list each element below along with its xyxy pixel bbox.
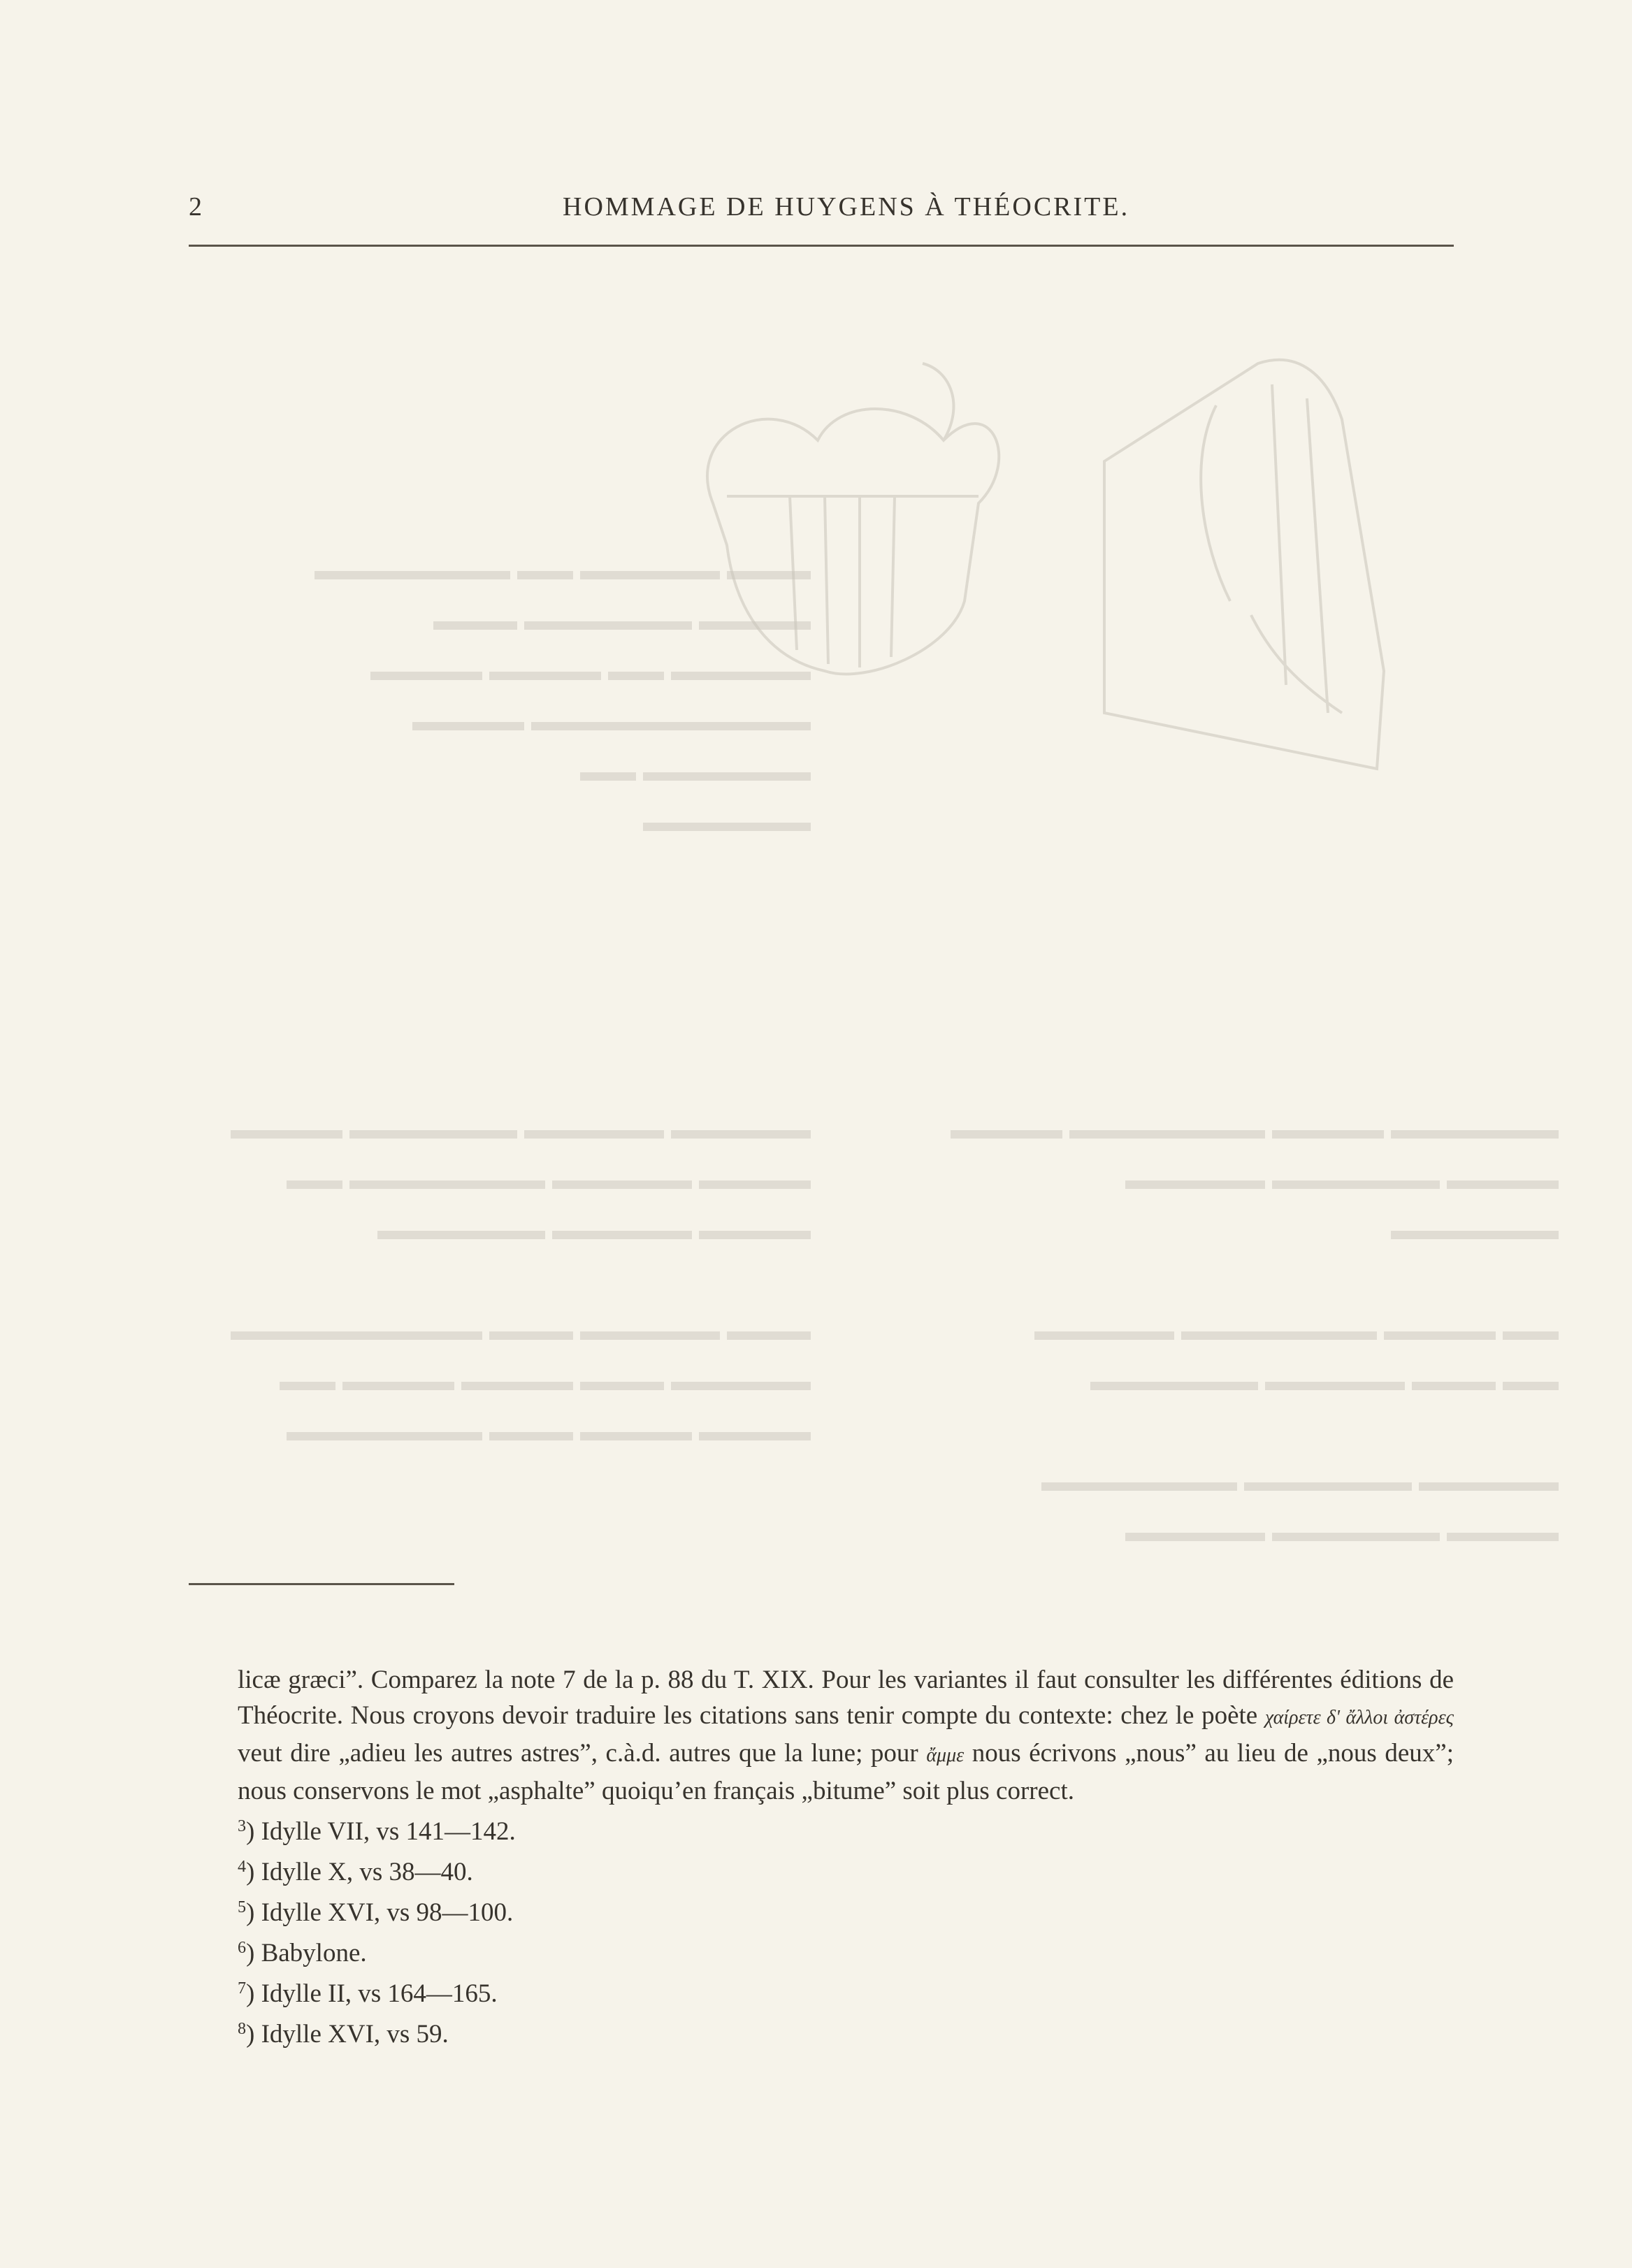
lyre-string-1 (790, 496, 797, 650)
footnote-marker: 8 (238, 2020, 246, 2038)
footnote-item: $^8$) Idylle XVI, vs 59. (238, 2020, 449, 2049)
footnote-item: $^4$) Idylle X, vs 38—40. (238, 1858, 473, 1886)
footnote-text: Idylle II, vs 164—165. (261, 1979, 498, 2008)
footnote-marker: 7 (238, 1979, 246, 1998)
harp-string-a (1272, 384, 1286, 685)
harp-pillar (1201, 405, 1230, 601)
footnote-marker: 4 (238, 1858, 246, 1876)
footnote-text: Idylle VII, vs 141—142. (261, 1817, 516, 1846)
footnote-continuation (238, 1662, 1454, 1809)
page-header (189, 189, 1454, 231)
footnote-separator (189, 1583, 454, 1585)
lyre-string-2 (825, 496, 828, 664)
lyre-string-4 (891, 496, 895, 657)
show-through-text-right: ▬▬▬▬▬▬ ▬▬▬▬ ▬▬▬▬▬▬▬ ▬▬▬▬ ▬▬▬▬ ▬▬▬▬▬▬ ▬▬▬▬▬ ▬▬▬▬▬▬ ▬▬ ▬▬▬▬ ▬▬▬▬▬▬▬ ▬▬▬▬▬ ▬▬ ▬▬▬ ▬▬▬▬▬ ▬▬▬▬▬▬ ▬▬▬▬▬ ▬▬▬▬▬▬ ▬▬▬▬▬▬▬ ▬▬▬▬ ▬▬▬▬▬▬ ▬▬▬▬▬ (951, 1113, 1559, 1547)
footnote-marker: 5 (238, 1898, 246, 1916)
footnote-text: Idylle XVI, vs 98—100. (261, 1898, 514, 1927)
page-number: 2 (189, 192, 202, 222)
greek-word: ἄμμε (926, 1745, 965, 1766)
footnote-text: Babylone. (261, 1939, 367, 1967)
running-title: HOMMAGE DE HUYGENS À THÉOCRITE. (563, 192, 1130, 222)
paragraph-text-1: licæ græci”. Comparez la note 7 de la p. 88 du T. XIX. Pour les variantes il faut consulter les différentes éditions de Théocrite. Nous croyons devoir traduire les citations sans tenir compte du contexte: chez le poète (238, 1666, 1454, 1730)
header-rule (189, 245, 1454, 247)
greek-quote: χαίρετε δ' ἄλλοι ἀστέρες (1264, 1707, 1454, 1728)
show-through-text-middle: ▬▬▬▬▬ ▬▬▬▬▬ ▬▬▬▬▬▬ ▬▬▬▬ ▬▬▬▬ ▬▬▬▬▬ ▬▬▬▬▬▬▬ ▬▬ ▬▬▬▬ ▬▬▬▬▬ ▬▬▬▬▬▬ ▬▬▬ ▬▬▬▬▬ ▬▬▬ ▬▬▬▬▬▬▬▬▬ ▬▬▬▬▬ ▬▬▬ ▬▬▬▬ ▬▬▬▬ ▬▬ ▬▬▬▬ ▬▬▬▬ ▬▬▬ ▬▬▬▬▬▬▬ (231, 1113, 811, 1447)
footnote-text: Idylle X, vs 38—40. (261, 1858, 473, 1886)
harp-frame (1104, 360, 1384, 769)
footnote-item: $^3$) Idylle VII, vs 141—142. (238, 1817, 516, 1846)
lyre-arm (923, 363, 953, 440)
footnotes-block (238, 1662, 1454, 2052)
harp-string-b (1307, 398, 1328, 713)
footnote-item: $^7$) Idylle II, vs 164—165. (238, 1979, 498, 2008)
footnote-text: Idylle XVI, vs 59. (261, 2020, 449, 2049)
footnote-item: $^5$) Idylle XVI, vs 98—100. (238, 1898, 514, 1927)
footnote-item: $^6$) Babylone. (238, 1939, 367, 1967)
paragraph-text-3: nous écrivons „nous” au lieu de „nous deux”; nous conservons le mot „asphalte” quoiqu’en français „bitume” soit plus correct. (238, 1739, 1454, 1805)
paragraph-text-2: veut dire „adieu les autres astres”, c.à.d. autres que la lune; pour (238, 1739, 927, 1768)
lyre-outline (707, 409, 999, 674)
lyre-harp-sketch (657, 322, 1440, 1090)
footnote-marker: 3 (238, 1817, 246, 1835)
show-through-text-left: ▬▬▬ ▬▬▬▬▬ ▬▬ ▬▬▬▬▬▬▬ ▬▬▬▬ ▬▬▬▬▬▬ ▬▬▬ ▬▬▬▬▬ ▬▬ ▬▬▬▬ ▬▬▬▬ ▬▬▬▬▬▬▬▬▬▬ ▬▬▬▬ ▬▬▬▬▬▬ ▬▬ ▬▬▬▬▬▬ (315, 554, 811, 837)
footnote-marker: 6 (238, 1939, 246, 1957)
